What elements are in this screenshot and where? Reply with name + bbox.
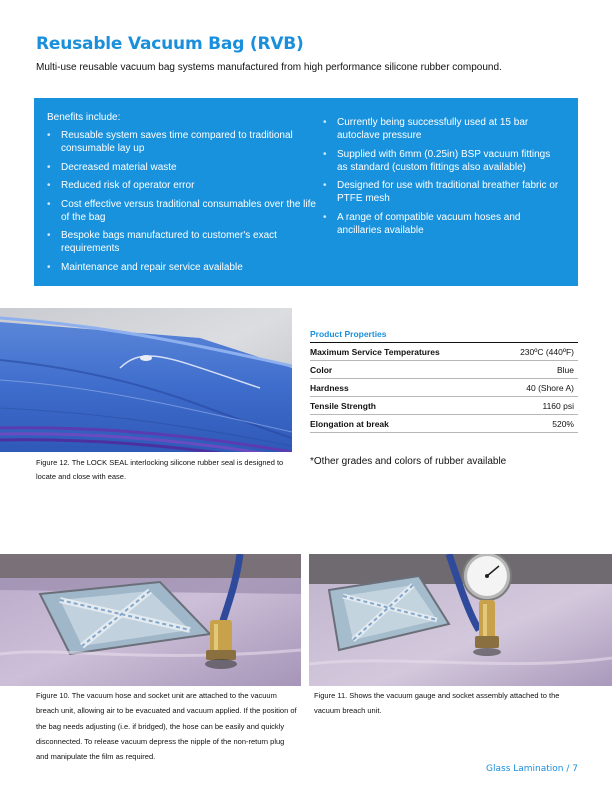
page-footer: Glass Lamination / 7	[486, 764, 578, 774]
table-row: Hardness 40 (Shore A)	[310, 379, 578, 397]
properties-footnote: *Other grades and colors of rubber available	[310, 456, 507, 467]
vacuum-gauge-photo	[309, 554, 612, 686]
table-row: Tensile Strength 1160 psi	[310, 397, 578, 415]
benefit-item: • Reduced risk of operator error	[47, 180, 195, 191]
figure-12-caption: Figure 12. The LOCK SEAL interlocking silicone rubber seal is designed to locate and close with ease.	[36, 458, 284, 481]
benefit-item: • Maintenance and repair service available	[47, 261, 243, 273]
page-subtitle: Multi-use reusable vacuum bag systems manufactured from high performance silicone rubber compound.	[36, 62, 502, 73]
benefits-heading: Benefits include:	[47, 112, 121, 123]
benefit-item: • Reusable system saves time compared to traditional consumable lay up	[47, 130, 293, 154]
bullet-icon: •	[47, 230, 51, 241]
vacuum-bag-photo	[0, 308, 292, 452]
benefit-item: • Cost effective versus traditional consumables over the life of the bag	[47, 198, 316, 223]
bullet-icon: •	[47, 198, 51, 210]
table-row: Color Blue	[310, 361, 578, 379]
benefit-item: • Supplied with 6mm (0.25in) BSP vacuum fittings as standard (custom fittings also available)	[323, 148, 551, 173]
benefit-item: • Currently being successfully used at 15 bar autoclave pressure	[323, 117, 529, 141]
figure-10-caption: Figure 10. The vacuum hose and socket unit are attached to the vacuum breach unit, allowing air to be evacuated and vacuum applied. If the position of the bag needs adjusting (i.e. if bridged), the hose can be easily and quickly disconnected. To release vacuum depress the nipple of the non-return plug and manipulate the film as required.	[36, 691, 297, 762]
benefits-left-column	[47, 129, 323, 279]
bullet-icon: •	[47, 130, 51, 141]
bullet-icon: •	[323, 180, 327, 191]
bullet-icon: •	[323, 211, 327, 223]
benefit-item: • Bespoke bags manufactured to customer's exact requirements	[47, 230, 277, 254]
benefit-item: • Designed for use with traditional breather fabric or PTFE mesh	[323, 180, 559, 204]
bullet-icon: •	[323, 117, 327, 128]
table-row: Elongation at break 520%	[310, 415, 578, 433]
benefit-item: • Decreased material waste	[47, 161, 177, 173]
benefits-box	[34, 98, 578, 286]
figure-11-caption: Figure 11. Shows the vacuum gauge and socket assembly attached to the vacuum breach unit.	[314, 691, 560, 716]
bullet-icon: •	[47, 180, 51, 191]
benefits-right-column	[323, 116, 563, 279]
page-title: Reusable Vacuum Bag (RVB)	[36, 34, 304, 54]
bullet-icon: •	[47, 261, 51, 273]
product-properties-title: Product Properties	[310, 329, 387, 339]
table-row: Maximum Service Temperatures 230ºC (440ºF)	[310, 342, 578, 361]
bullet-icon: •	[323, 148, 327, 160]
bullet-icon: •	[47, 161, 51, 173]
product-properties-table	[310, 329, 578, 433]
vacuum-hose-photo	[0, 554, 301, 686]
benefit-item: • A range of compatible vacuum hoses and ancillaries available	[323, 211, 521, 236]
